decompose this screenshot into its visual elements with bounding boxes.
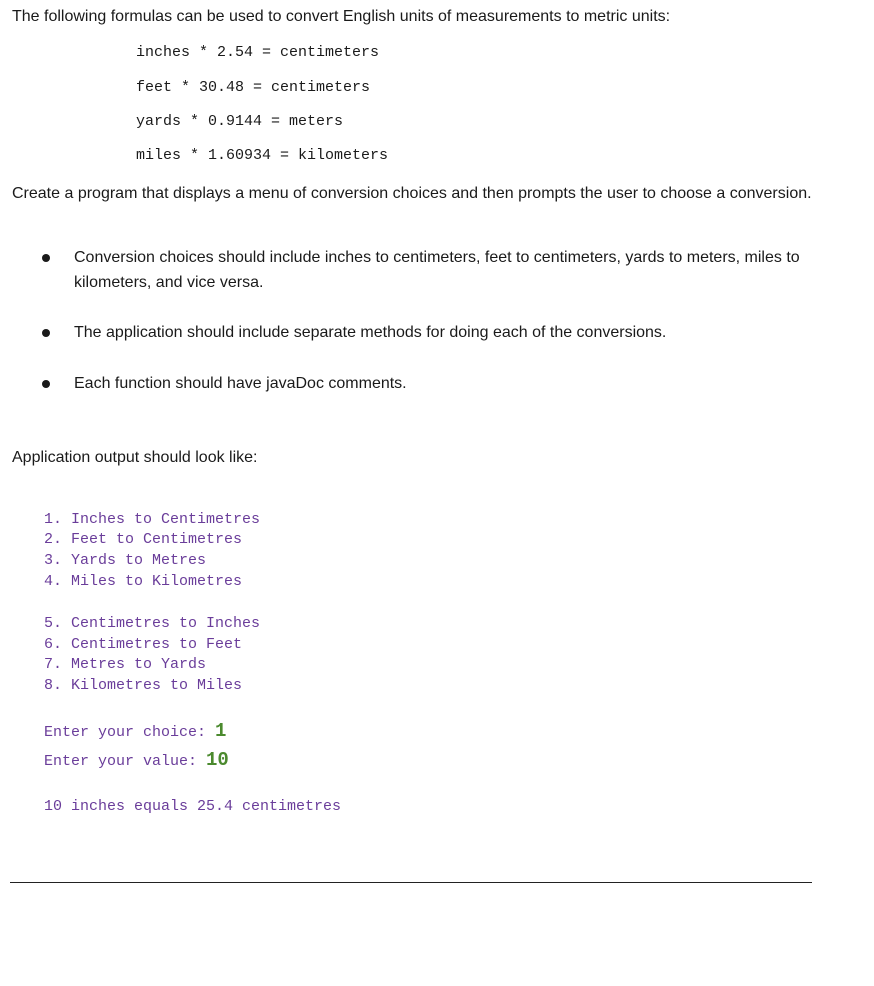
conversion-result: 10 inches equals 25.4 centimetres (44, 798, 342, 815)
menu-option: 6. Centimetres to Feet (44, 636, 243, 653)
requirement-text: Each function should have javaDoc comments. (74, 375, 407, 392)
requirement-bullet (42, 245, 802, 295)
requirement-text: The application should include separate methods for doing each of the conversions. (74, 324, 667, 341)
requirement-text: Conversion choices should include inches to centimeters, feet to centimeters, yards to meters, miles to kilometers, and vice versa. (74, 249, 800, 291)
choice-prompt (44, 720, 226, 742)
horizontal-divider (10, 882, 812, 883)
menu-option: 5. Centimetres to Inches (44, 615, 261, 632)
formula-feet: feet * 30.48 = centimeters (136, 79, 371, 96)
requirement-bullet (42, 320, 802, 345)
value-input-value: 10 (206, 749, 229, 771)
menu-option: 3. Yards to Metres (44, 552, 207, 569)
output-heading: Application output should look like: (12, 449, 258, 466)
task-description: Create a program that displays a menu of conversion choices and then prompts the user to choose a conversion. (12, 185, 812, 202)
menu-option: 4. Miles to Kilometres (44, 573, 243, 590)
menu-option: 1. Inches to Centimetres (44, 511, 261, 528)
formula-miles: miles * 1.60934 = kilometers (136, 147, 389, 164)
bullet-dot-icon (42, 254, 50, 262)
value-prompt-label: Enter your value: (44, 753, 207, 770)
menu-option: 7. Metres to Yards (44, 656, 207, 673)
bullet-dot-icon (42, 380, 50, 388)
choice-prompt-label: Enter your choice: (44, 724, 216, 741)
value-prompt (44, 749, 229, 771)
bullet-dot-icon (42, 329, 50, 337)
formula-inches: inches * 2.54 = centimeters (136, 44, 380, 61)
requirement-bullet (42, 371, 802, 396)
intro-text: The following formulas can be used to convert English units of measurements to metric units: (12, 8, 671, 25)
menu-option: 2. Feet to Centimetres (44, 531, 243, 548)
menu-option: 8. Kilometres to Miles (44, 677, 243, 694)
formula-yards: yards * 0.9144 = meters (136, 113, 344, 130)
choice-input-value: 1 (215, 720, 227, 742)
